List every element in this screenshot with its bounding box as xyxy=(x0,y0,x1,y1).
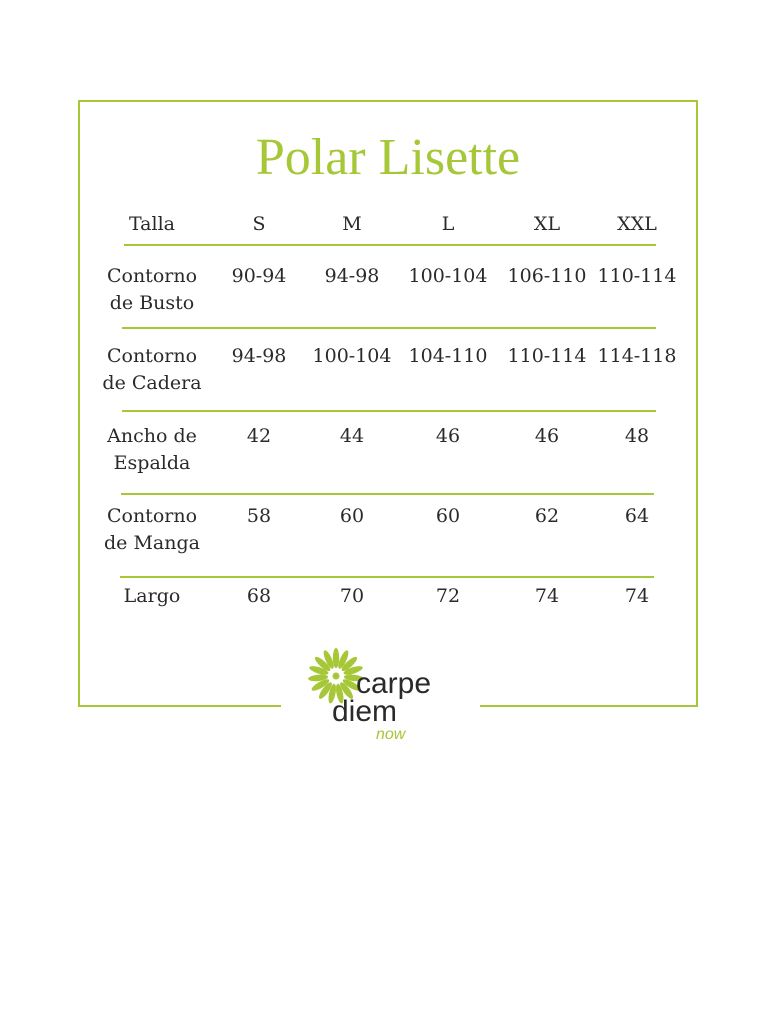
table-cell: 110-114 xyxy=(597,265,677,287)
table-cell: 46 xyxy=(534,425,560,447)
row-label-line: Contorno xyxy=(106,345,198,367)
header-size-m: M xyxy=(342,213,362,235)
row-divider xyxy=(121,493,654,495)
row-label-line: Contorno xyxy=(106,265,198,287)
header-size-s: S xyxy=(252,213,266,235)
table-cell: 110-114 xyxy=(507,345,587,367)
table-cell: 74 xyxy=(534,585,560,607)
row-label xyxy=(87,343,217,397)
table-cell: 64 xyxy=(624,505,650,527)
row-label-line: Largo xyxy=(123,585,181,607)
table-cell: 68 xyxy=(246,585,272,607)
logo-word-now: now xyxy=(376,726,406,743)
page-title: Polar Lisette xyxy=(255,129,521,186)
table-cell: 60 xyxy=(435,505,461,527)
table-cell: 60 xyxy=(339,505,365,527)
frame-right-border xyxy=(696,100,698,707)
table-cell: 48 xyxy=(624,425,650,447)
row-divider xyxy=(120,576,654,578)
table-cell: 42 xyxy=(246,425,272,447)
row-label xyxy=(87,583,217,610)
row-label-line: de Manga xyxy=(104,532,200,554)
frame-bottom-right-border xyxy=(480,705,698,707)
frame-left-border xyxy=(78,100,80,707)
header-size-xxl: XXL xyxy=(617,213,657,235)
table-cell: 106-110 xyxy=(507,265,587,287)
table-cell: 100-104 xyxy=(312,345,392,367)
row-label xyxy=(87,423,217,477)
header-size-l: L xyxy=(441,213,455,235)
header-talla: Talla xyxy=(128,213,175,235)
row-label-line: de Cadera xyxy=(102,372,202,394)
row-divider xyxy=(122,327,656,329)
header-size-xl: XL xyxy=(533,213,561,235)
row-divider xyxy=(122,410,656,412)
row-label-line: Ancho de xyxy=(107,425,197,447)
frame-bottom-left-border xyxy=(78,705,281,707)
table-cell: 58 xyxy=(246,505,272,527)
table-cell: 94-98 xyxy=(324,265,380,287)
table-cell: 46 xyxy=(435,425,461,447)
logo-word-diem: diem xyxy=(332,695,398,728)
table-cell: 100-104 xyxy=(408,265,488,287)
table-cell: 70 xyxy=(339,585,365,607)
table-cell: 74 xyxy=(624,585,650,607)
table-cell: 72 xyxy=(435,585,461,607)
logo-word-carpe: carpe xyxy=(356,667,432,700)
row-label-line: Contorno xyxy=(106,505,198,527)
row-label xyxy=(87,503,217,557)
table-cell: 62 xyxy=(534,505,560,527)
table-cell: 94-98 xyxy=(231,345,287,367)
row-divider xyxy=(124,244,656,246)
row-label xyxy=(87,263,217,317)
table-cell: 104-110 xyxy=(408,345,488,367)
row-label-line: Espalda xyxy=(113,452,191,474)
table-cell: 90-94 xyxy=(231,265,287,287)
table-cell: 44 xyxy=(339,425,365,447)
table-cell: 114-118 xyxy=(597,345,677,367)
row-label-line: de Busto xyxy=(109,292,195,314)
frame-top-border xyxy=(78,100,698,102)
brand-logo xyxy=(306,646,456,751)
